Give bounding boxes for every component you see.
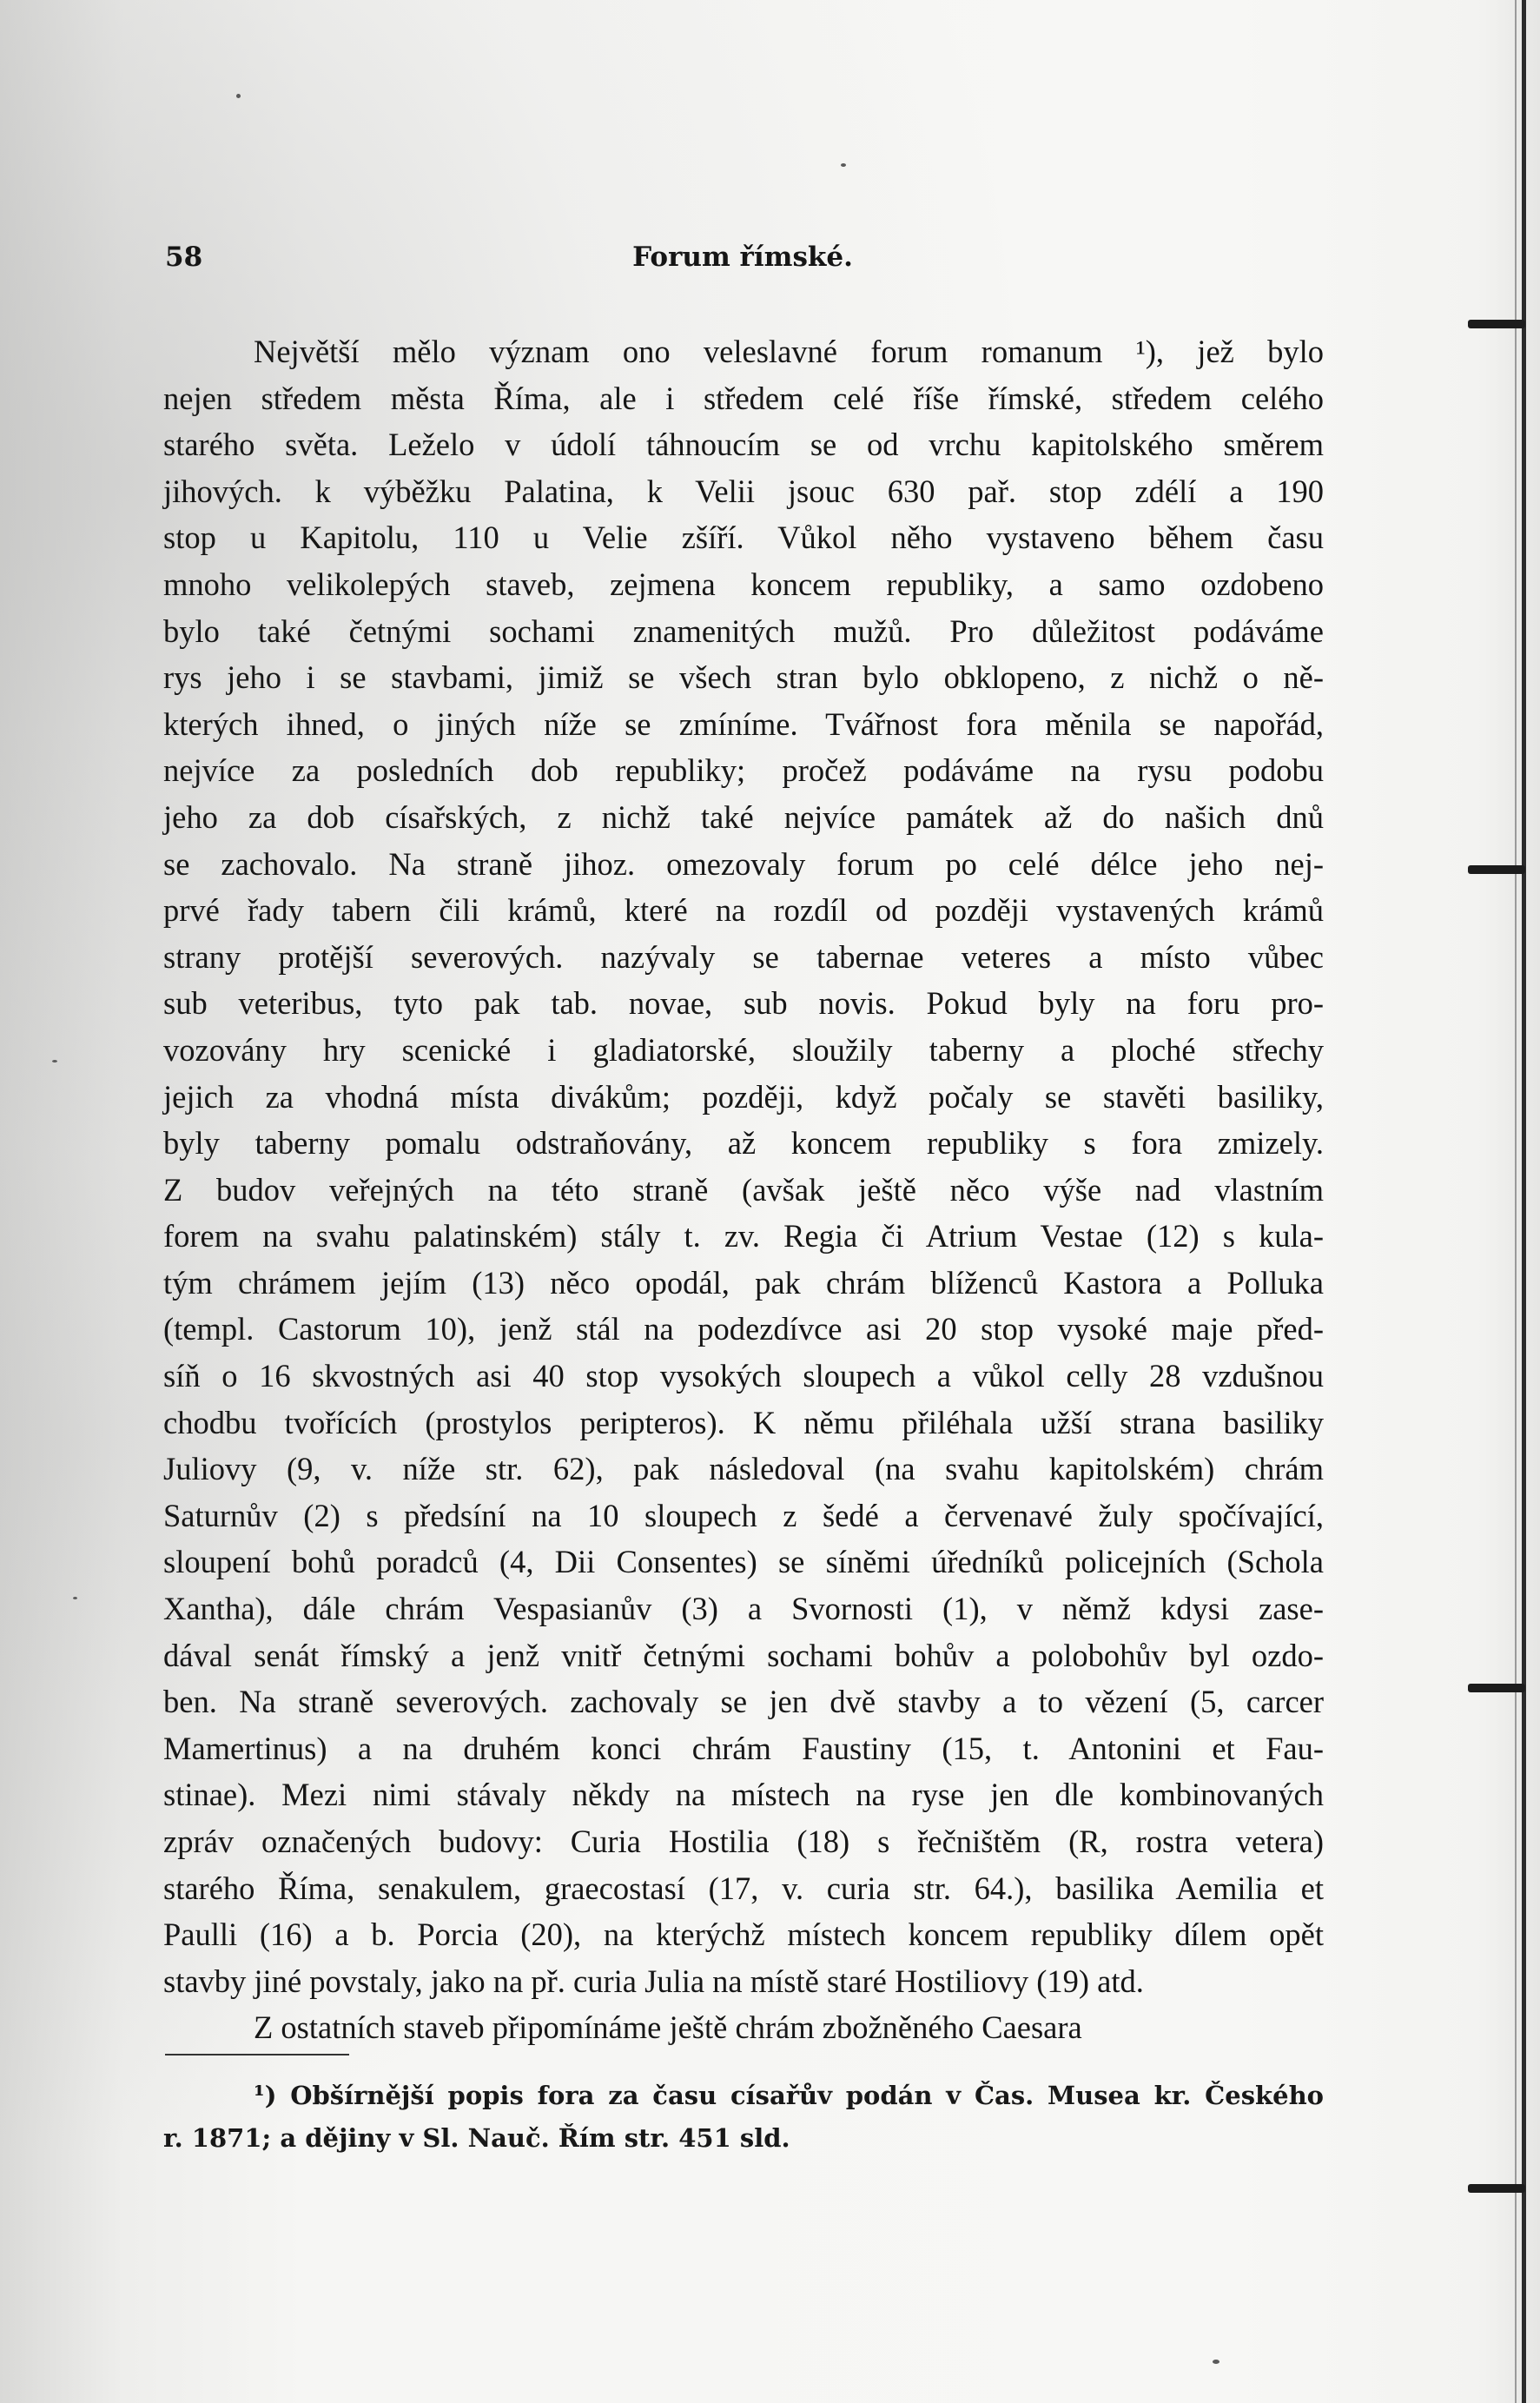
text-line: Z ostatních staveb připomínáme ještě chrám zbožněného Caesara [254, 2009, 1082, 2046]
body-text [163, 328, 1324, 2051]
footnote-line: r. 1871; a dějiny v Sl. Nauč. Řím str. 451 sld. [163, 2123, 790, 2153]
text-line: stinae). Mezi nimi stávaly někdy na místech na ryse jen dle kombinovaných [163, 1777, 1324, 1813]
text-line: Paulli (16) a b. Porcia (20), na kterýchž místech koncem republiky dílem opět [163, 1916, 1324, 1953]
text-line: prvé řady tabern čili krámů, které na rozdíl od později vystavených krámů [163, 892, 1324, 929]
text-line: sub veteribus, tyto pak tab. novae, sub novis. Pokud byly na foru pro- [163, 985, 1324, 1022]
footnotes [163, 2075, 1324, 2160]
text-line: forem na svahu palatinském) stály t. zv. Regia či Atrium Vestae (12) s kula- [163, 1218, 1324, 1254]
paper-speck [52, 1060, 57, 1062]
text-line: Saturnův (2) s předsíní na 10 sloupech z šedé a červenavé žuly spočívající, [163, 1497, 1324, 1533]
edge-clip-mark [1468, 320, 1525, 328]
text-line: jejich za vhodná místa divákům; později, když počaly se stavěti basiliky, [163, 1078, 1324, 1115]
text-line: kterých ihned, o jiných níže se zmíníme. Tvářnost fora měnila se napořád, [163, 705, 1324, 742]
paper-speck [1213, 2360, 1219, 2364]
text-line: sloupení bohů poradců (4, Dii Consentes) se síněmi úředníků policejních (Schola [163, 1544, 1324, 1580]
paper-speck [73, 1597, 77, 1599]
footnote-line: ¹) Obšírnější popis fora za času císařův podán v Čas. Musea kr. Českého [254, 2081, 1324, 2110]
text-line: ben. Na straně severových. zachovaly se jen dvě stavby a to vězení (5, carcer [163, 1684, 1324, 1720]
paper-speck [236, 94, 241, 98]
text-line: chodbu tvořících (prostylos peripteros). K němu přiléhala užší strana basiliky [163, 1404, 1324, 1440]
page-edge [1522, 0, 1526, 2403]
text-line: dával senát římský a jenž vnitř četnými sochami bohův a polobohův byl ozdo- [163, 1637, 1324, 1673]
text-line: Z budov veřejných na této straně (avšak ještě něco výše nad vlastním [163, 1171, 1324, 1208]
text-line: vozovány hry scenické i gladiatorské, sloužily taberny a ploché střechy [163, 1031, 1324, 1068]
footnote-rule [165, 2054, 349, 2055]
text-line: starého světa. Leželo v údolí táhnoucím se od vrchu kapitolského směrem [163, 427, 1324, 463]
text-line: nejen středem města Říma, ale i středem celé říše římské, středem celého [163, 380, 1324, 416]
text-line: Největší mělo význam ono veleslavné forum romanum ¹), jež bylo [254, 334, 1324, 369]
running-title: Forum římské. [632, 242, 853, 273]
paper-speck [841, 163, 846, 167]
page-header [165, 242, 1320, 285]
text-line: (templ. Castorum 10), jenž stál na podezdívce asi 20 stop vysoké maje před- [163, 1311, 1324, 1347]
edge-clip-mark [1468, 2184, 1525, 2193]
edge-clip-mark [1468, 1684, 1525, 1692]
text-line: mnoho velikolepých staveb, zejmena koncem republiky, a samo ozdobeno [163, 566, 1324, 602]
text-line: starého Říma, senakulem, graecostasí (17, v. curia str. 64.), basilika Aemilia et [163, 1870, 1324, 1906]
text-line: se zachovalo. Na straně jihoz. omezovaly forum po celé délce jeho nej- [163, 845, 1324, 882]
text-line: stop u Kapitolu, 110 u Velie zšíří. Vůkol něho vystaveno během času [163, 520, 1324, 556]
text-line: nejvíce za posledních dob republiky; pročež podáváme na rysu podobu [163, 752, 1324, 789]
page-number: 58 [165, 242, 203, 273]
text-line: Juliovy (9, v. níže str. 62), pak následoval (na svahu kapitolském) chrám [163, 1451, 1324, 1487]
text-line: Mamertinus) a na druhém konci chrám Faustiny (15, t. Antonini et Fau- [163, 1730, 1324, 1766]
text-line: Xantha), dále chrám Vespasianův (3) a Svornosti (1), v němž kdysi zase- [163, 1591, 1324, 1627]
text-line: bylo také četnými sochami znamenitých mužů. Pro důležitost podáváme [163, 612, 1324, 649]
text-line: tým chrámem jejím (13) něco opodál, pak chrám blíženců Kastora a Polluka [163, 1264, 1324, 1301]
text-line: strany protější severových. nazývaly se tabernae veteres a místo vůbec [163, 938, 1324, 975]
edge-clip-mark [1468, 865, 1525, 874]
text-line: rys jeho i se stavbami, jimiž se všech stran bylo obklopeno, z nichž o ně- [163, 659, 1324, 696]
text-line: jihových. k výběžku Palatina, k Velii jsouc 630 pař. stop zdélí a 190 [163, 473, 1324, 509]
text-line: jeho za dob císařských, z nichž také nejvíce památek až do našich dnů [163, 798, 1324, 835]
text-line: stavby jiné povstaly, jako na př. curia Julia na místě staré Hostiliovy (19) atd. [163, 1963, 1144, 1999]
text-line: byly taberny pomalu odstraňovány, až koncem republiky s fora zmizely. [163, 1125, 1324, 1162]
text-line: síň o 16 skvostných asi 40 stop vysokých sloupech a vůkol celly 28 vzdušnou [163, 1358, 1324, 1394]
text-line: zpráv označených budovy: Curia Hostilia (18) s řečništěm (R, rostra vetera) [163, 1824, 1324, 1859]
page-edge-shadow [1515, 0, 1517, 2403]
